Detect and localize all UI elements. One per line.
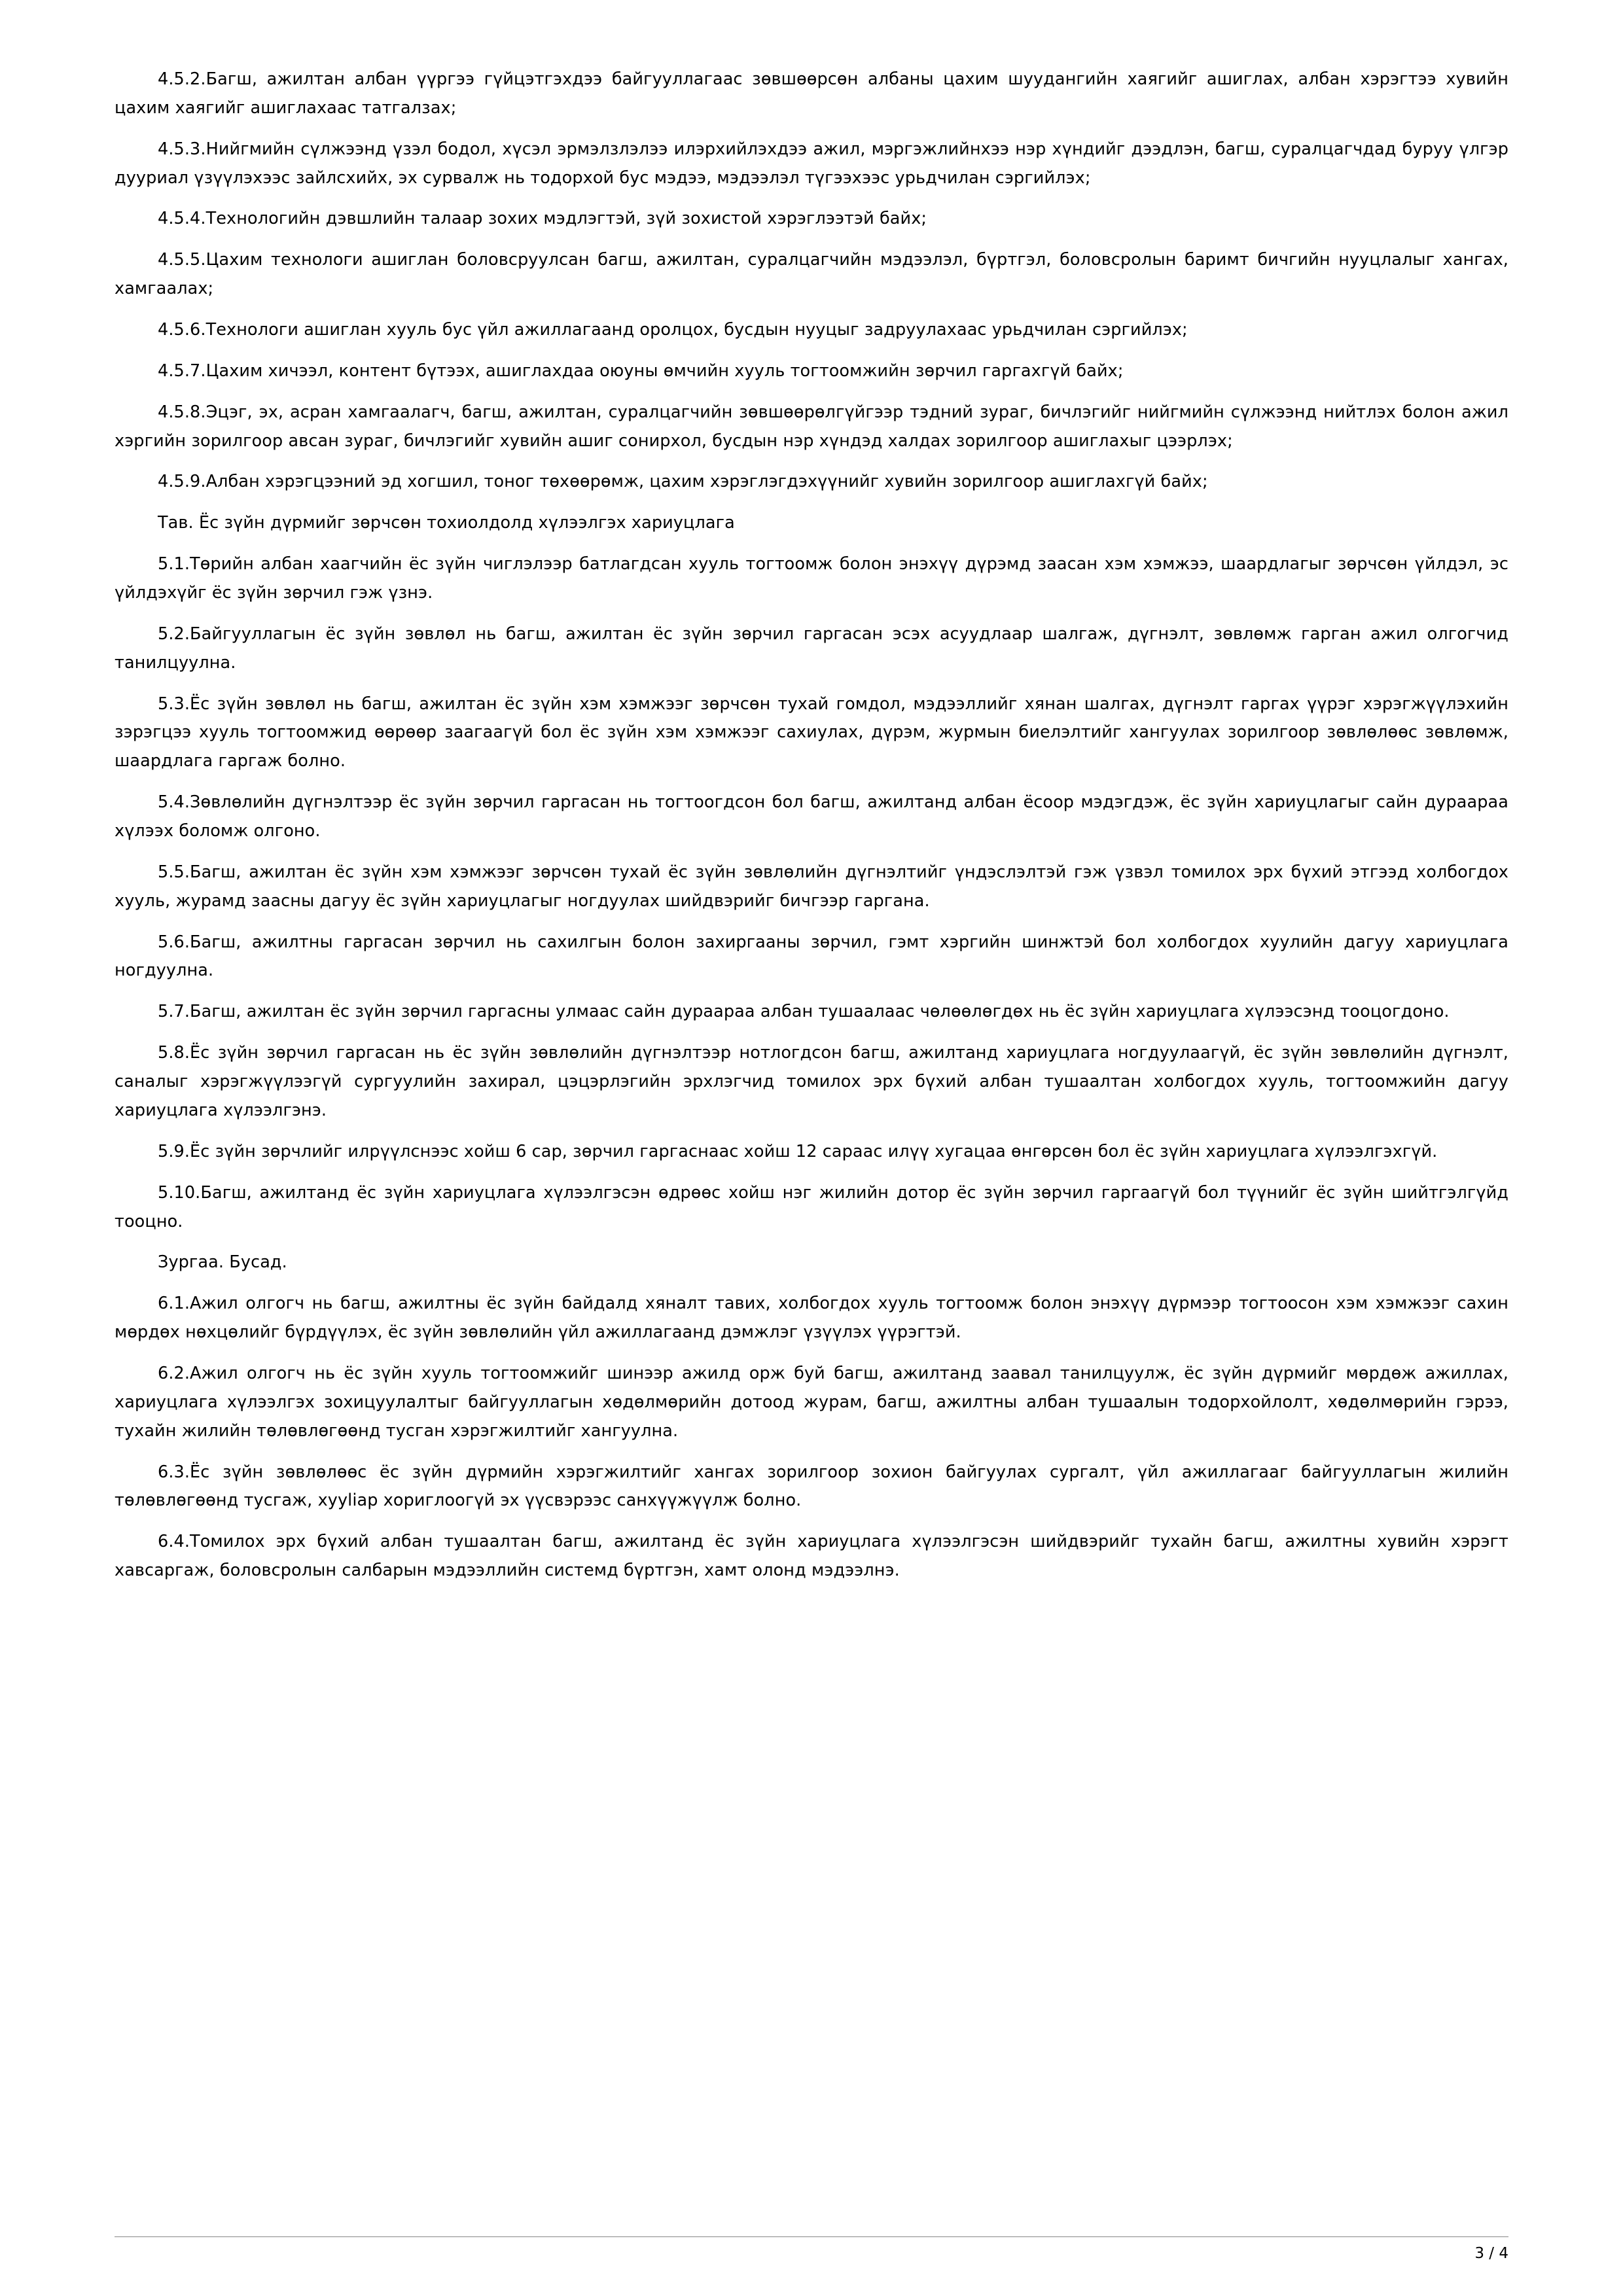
paragraph: 5.7.Багш, ажилтан ёс зүйн зөрчил гаргасны улмаас сайн дураараа албан тушаалаас чөлөөлөгдөх нь ёс зүйн хариуцлага хүлээсэнд тооцогдоно. <box>158 1002 1450 1022</box>
section-heading: Зургаа. Бусад. <box>158 1252 287 1273</box>
page-footer <box>115 2236 1508 2262</box>
section-heading: Тав. Ёс зүйн дүрмийг зөрчсөн тохиолдолд хүлээлгэх хариуцлага <box>158 513 735 533</box>
page-number: 3 / 4 <box>1474 2245 1508 2262</box>
paragraph: 4.5.7.Цахим хичээл, контент бүтээх, ашиглахдаа оюуны өмчийн хууль тогтоомжийн зөрчил гаргахгүй байх; <box>158 361 1124 381</box>
paragraph: 5.8.Ёс зүйн зөрчил гаргасан нь ёс зүйн зөвлөлийн дүгнэлтээр нотлогдсон багш, ажилтанд хариуцлага ногдуулаагүй, ёс зүйн зөвлөлийн дүгнэлт, саналыг хэрэгжүүлээгүй сургуулийн захирал, цэцэрлэгийн эрхлэгчид томилох эрх бүхий албан тушаалтан холбогдох хууль, тогтоомжийн дагуу хариуцлага хүлээлгэнэ. <box>115 1043 1508 1120</box>
paragraph: 5.5.Багш, ажилтан ёс зүйн хэм хэмжээг зөрчсөн тухай ёс зүйн зөвлөлийн дүгнэлтийг үндэслэлтэй гэж үзвэл томилох эрх бүхий этгээд холбогдох хууль, журамд заасны дагуу ёс зүйн хариуцлагыг ногдуулах шийдвэрийг бичгээр гаргана. <box>115 862 1508 911</box>
paragraph: 4.5.5.Цахим технологи ашиглан боловсруулсан багш, ажилтан, суралцагчийн мэдээлэл, бүртгэл, боловсролын баримт бичгийн нууцлалыг хангах, хамгаалах; <box>115 250 1508 299</box>
paragraph: 5.10.Багш, ажилтанд ёс зүйн хариуцлага хүлээлгэсэн өдрөөс хойш нэг жилийн дотор ёс зүйн зөрчил гаргаагүй бол түүнийг ёс зүйн шийтгэлгүйд тооцно. <box>115 1182 1508 1231</box>
paragraph: 6.1.Ажил олгогч нь багш, ажилтны ёс зүйн байдалд хяналт тавих, холбогдох хууль тогтоомж болон энэхүү дүрмээр тогтоосон хэм хэмжээг сахин мөрдөх нөхцөлийг бүрдүүлэх, ёс зүйн зөвлөлийн үйл ажиллагаанд дэмжлэг үзүүлэх үүрэгтэй. <box>115 1294 1508 1343</box>
paragraph: 5.4.Зөвлөлийн дүгнэлтээр ёс зүйн зөрчил гаргасан нь тогтоогдсон бол багш, ажилтанд албан ёсоор мэдэгдэж, ёс зүйн хариуцлагыг сайн дураараа хүлээх боломж олгоно. <box>115 792 1508 841</box>
paragraph: 6.2.Ажил олгогч нь ёс зүйн хууль тогтоомжийг шинээр ажилд орж буй багш, ажилтанд заавал танилцуулж, ёс зүйн дүрмийг мөрдөж ажиллах, хариуцлага хүлээлгэх зохицуулалтыг байгууллагын хөдөлмөрийн дотоод журам, багш, ажилтны албан тушаалын тодорхойлолт, хөдөлмөрийн гэрээ, тухайн жилийн төлөвлөгөөнд тусган хэрэгжилтийг хангуулна. <box>115 1363 1508 1441</box>
paragraph: 5.3.Ёс зүйн зөвлөл нь багш, ажилтан ёс зүйн хэм хэмжээг зөрчсөн тухай гомдол, мэдээллийг хянан шалгах, дүгнэлт гаргах үүрэг хэрэгжүүлэхийн зэрэгцээ хууль тогтоомжид өөрөөр заагаагүй бол ёс зүйн хэм хэмжээг сахиулах, дүрэм, журмын биелэлтийг хангуулах зорилгоор зөвлөлөөс зөвлөмж, шаардлага гаргаж болно. <box>115 694 1508 771</box>
paragraph: 4.5.8.Эцэг, эх, асран хамгаалагч, багш, ажилтан, суралцагчийн зөвшөөрөлгүйгээр тэдний зураг, бичлэгийг нийгмийн сүлжээнд нийтлэх болон ажил хэргийн зорилгоор авсан зураг, бичлэгийг хувийн ашиг сонирхол, бусдын нэр хүндэд халдах зорилгоор ашиглахыг цээрлэх; <box>115 402 1508 451</box>
paragraph: 5.6.Багш, ажилтны гаргасан зөрчил нь сахилгын болон захиргааны зөрчил, гэмт хэргийн шинжтэй бол холбогдох хуулийн дагуу хариуцлага ногдуулна. <box>115 932 1508 981</box>
document-body <box>115 65 1508 1585</box>
paragraph: 4.5.9.Албан хэрэгцээний эд хогшил, тоног төхөөрөмж, цахим хэрэглэгдэхүүнийг хувийн зорилгоор ашиглахгүй байх; <box>158 472 1208 492</box>
paragraph: 4.5.2.Багш, ажилтан албан үүргээ гүйцэтгэхдээ байгууллагаас зөвшөөрсөн албаны цахим шуудангийн хаягийг ашиглах, албан хэрэгтээ хувийн цахим хаягийг ашиглахаас татгалзах; <box>115 69 1508 118</box>
paragraph: 5.9.Ёс зүйн зөрчлийг илрүүлснээс хойш 6 сар, зөрчил гаргаснаас хойш 12 сараас илүү хугацаа өнгөрсөн бол ёс зүйн хариуцлага хүлээлгэхгүй. <box>158 1141 1438 1161</box>
paragraph: 5.1.Төрийн албан хаагчийн ёс зүйн чиглэлээр батлагдсан хууль тогтоомж болон энэхүү дүрэмд заасан хэм хэмжээ, шаардлагыг зөрчсөн үйлдэл, эс үйлдэхүйг ёс зүйн зөрчил гэж үзнэ. <box>115 554 1508 603</box>
paragraph: 4.5.6.Технологи ашиглан хууль бус үйл ажиллагаанд оролцох, бусдын нууцыг задруулахаас урьдчилан сэргийлэх; <box>158 320 1188 340</box>
paragraph: 5.2.Байгууллагын ёс зүйн зөвлөл нь багш, ажилтан ёс зүйн зөрчил гаргасан эсэх асуудлаар шалгаж, дүгнэлт, зөвлөмж гарган ажил олгогчид танилцуулна. <box>115 624 1508 673</box>
paragraph: 4.5.3.Нийгмийн сүлжээнд үзэл бодол, хүсэл эрмэлзлэлээ илэрхийлэхдээ ажил, мэргэжлийнхээ нэр хүндийг дээдлэн, багш, суралцагчдад буруу үлгэр дууриал үзүүлэхээс зайлсхийх, эх сурвалж нь тодорхой бус мэдээ, мэдээлэл түгээхээс урьдчилан сэргийлэх; <box>115 139 1508 188</box>
paragraph: 6.4.Томилох эрх бүхий албан тушаалтан багш, ажилтанд ёс зүйн хариуцлага хүлээлгэсэн шийдвэрийг тухайн багш, ажилтны хувийн хэрэгт хавсаргаж, боловсролын салбарын мэдээллийн системд бүртгэн, хамт олонд мэдээлнэ. <box>115 1532 1508 1581</box>
paragraph: 6.3.Ёс зүйн зөвлөлөөс ёс зүйн дүрмийн хэрэгжилтийг хангах зорилгоор зохион байгуулах сургалт, үйл ажиллагааг байгууллагын жилийн төлөвлөгөөнд тусгаж, хууliар хориглоогүй эх үүсвэрээс санхүүжүүлж болно. <box>115 1462 1508 1511</box>
paragraph: 4.5.4.Технологийн дэвшлийн талаар зохих мэдлэгтэй, зүй зохистой хэрэглээтэй байх; <box>158 209 927 229</box>
